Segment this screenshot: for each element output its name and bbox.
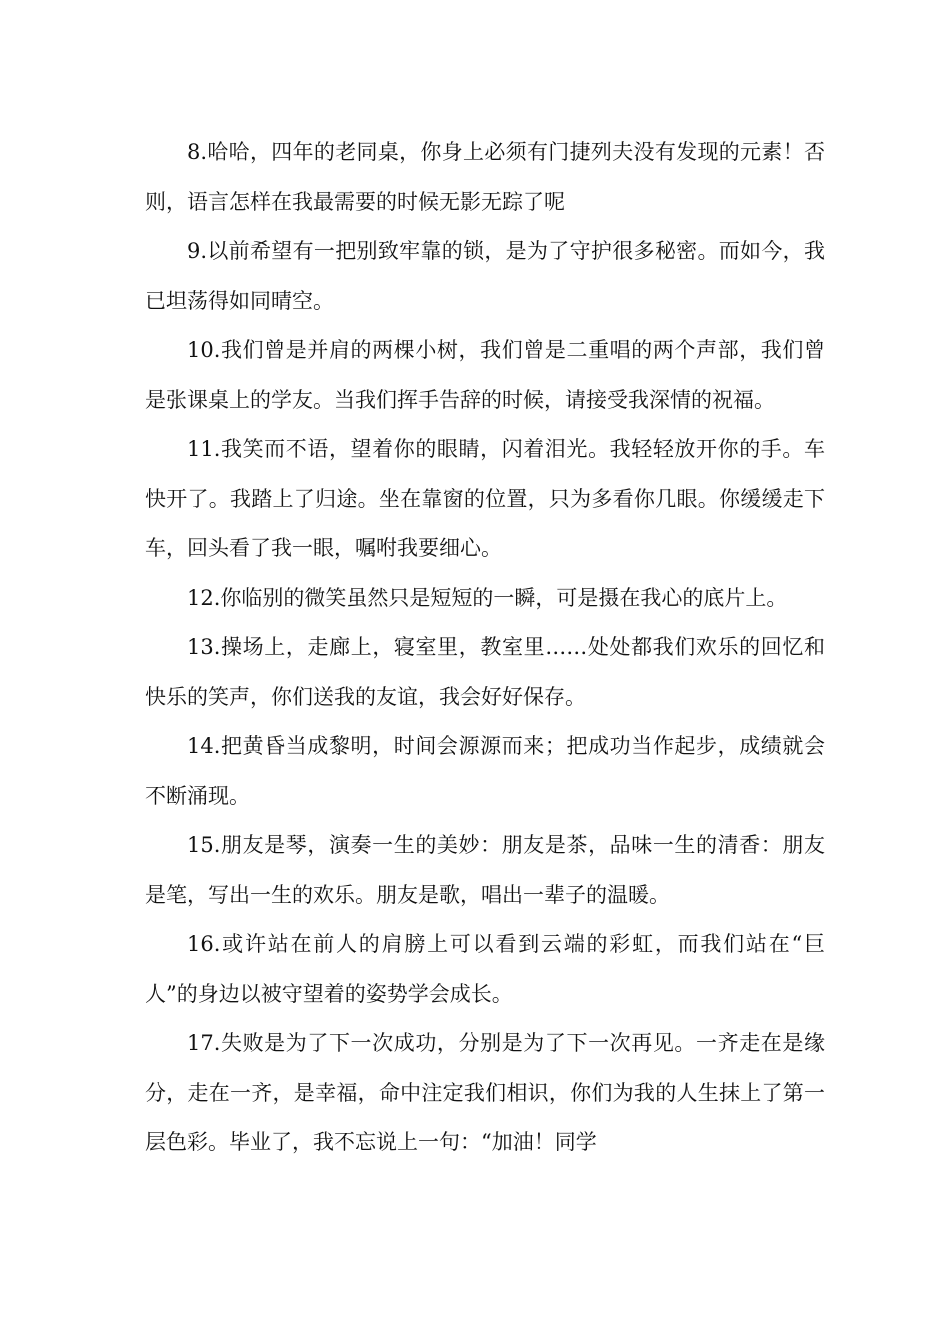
paragraph-16: 16.或许站在前人的肩膀上可以看到云端的彩虹，而我们站在“巨人”的身边以被守望着的姿势学会成长。 — [145, 932, 825, 1006]
document-body — [145, 128, 825, 1168]
paragraph-12: 12.你临别的微笑虽然只是短短的一瞬，可是摄在我心的底片上。 — [187, 585, 788, 610]
paragraph-9: 9.以前希望有一把别致牢靠的锁，是为了守护很多秘密。而如今，我已坦荡得如同晴空。 — [145, 239, 825, 313]
paragraph-17: 17.失败是为了下一次成功，分别是为了下一次再见。一齐走在是缘分，走在一齐，是幸福，命中注定我们相识，你们为我的人生抹上了第一层色彩。毕业了，我不忘说上一句：“加油！同学 — [145, 1031, 825, 1154]
paragraph-8: 8.哈哈，四年的老同桌，你身上必须有门捷列夫没有发现的元素！否则，语言怎样在我最需要的时候无影无踪了呢 — [145, 140, 825, 214]
paragraph-15: 15.朋友是琴，演奏一生的美妙：朋友是茶，品味一生的清香：朋友是笔，写出一生的欢乐。朋友是歌，唱出一辈子的温暖。 — [145, 833, 825, 907]
paragraph-11: 11.我笑而不语，望着你的眼睛，闪着泪光。我轻轻放开你的手。车快开了。我踏上了归途。坐在靠窗的位置，只为多看你几眼。你缓缓走下车，回头看了我一眼，嘱咐我要细心。 — [145, 437, 825, 560]
paragraph-10: 10.我们曾是并肩的两棵小树，我们曾是二重唱的两个声部，我们曾是张课桌上的学友。当我们挥手告辞的时候，请接受我深情的祝福。 — [145, 338, 825, 412]
paragraph-13: 13.操场上，走廊上，寝室里，教室里……处处都我们欢乐的回忆和快乐的笑声，你们送我的友谊，我会好好保存。 — [145, 635, 825, 709]
paragraph-14: 14.把黄昏当成黎明，时间会源源而来；把成功当作起步，成绩就会不断涌现。 — [145, 734, 825, 808]
